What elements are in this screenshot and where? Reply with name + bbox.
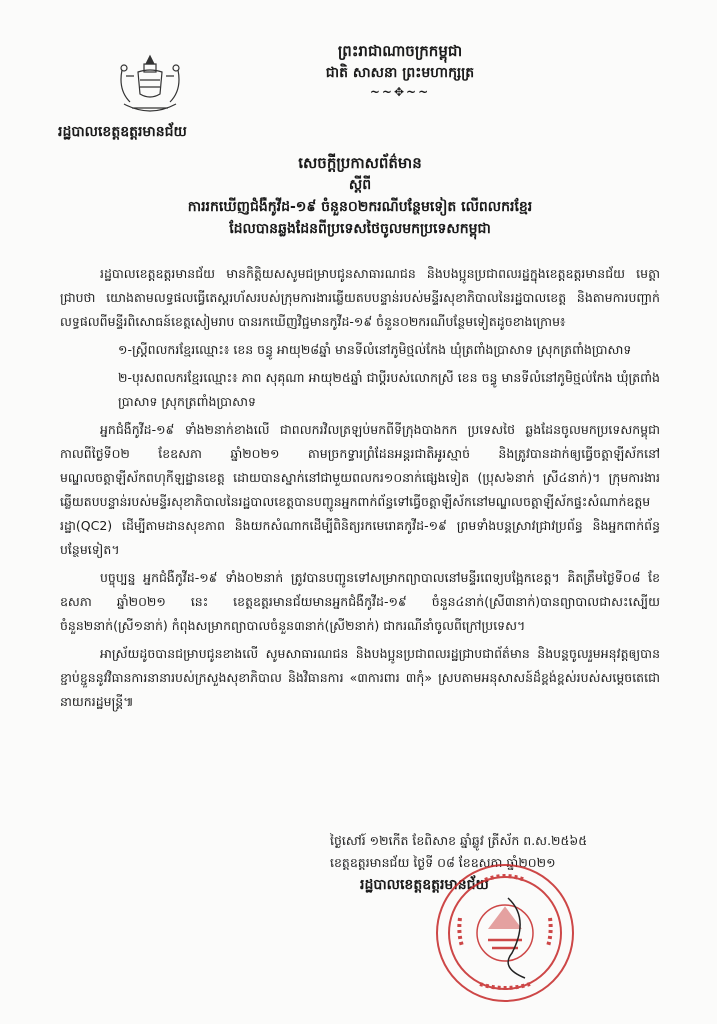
- paragraph-status: បច្ចុប្បន្ន អ្នកជំងឺកូវីដ-១៩ ទាំង០២នាក់ ត្រូវបានបញ្ជូនទៅសម្រាកព្យាបាលនៅមន្ទីរពេទ្យបង្អែកខេត្ត។ គិតត្រឹមថ្ងៃទី០៨ ខែឧសភា ឆ្នាំ២០២១ នេះ ខេត្តឧត្តរមានជ័យមានអ្នកជំងឺកូវីដ-១៩ ចំនួន៤នាក់(ស្រី៣នាក់)បានព្យាបាលជាសះស្បើយចំនួន២នាក់(ស្រី១នាក់) កំពុងសម្រាកព្យាបាលចំនួន៣នាក់(ស្រី២នាក់) ជាករណីនាំចូលពីក្រៅប្រទេស។: [60, 570, 660, 633]
- official-seal-icon: [430, 858, 580, 1008]
- place-date: ខេត្តឧត្តរមានជ័យ ថ្ងៃទី ០៨ ខែឧសភា ឆ្នាំ២០២១: [330, 855, 556, 870]
- paragraph-details: អ្នកជំងឺកូវីដ-១៩ ទាំង២នាក់ខាងលើ ជាពលករវិលត្រឡប់មកពីទីក្រុងបាងកក ប្រទេសថៃ ឆ្លងដែនចូលមកប្រទេសកម្ពុជាកាលពីថ្ងៃទី០២ ខែឧសភា ឆ្នាំ២០២១ តាមច្រកទ្វារព្រំដែនអន្តរជាតិអូរស្មាច់ និងត្រូវបានដាក់ឲ្យធ្វើចត្តាឡីស័កនៅមណ្ឌលចត្តាឡីស័កពហុកីឡដ្ឋានខេត្ត ដោយបានស្នាក់នៅជាមួយពលករ១០នាក់ផ្សេងទៀត (ប្រុស៦នាក់ ស្រី៤នាក់)។ ក្រុមការងារឆ្លើយតបបន្ទាន់របស់មន្ទីរសុខាភិបាលនៃរដ្ឋបាលខេត្តបានបញ្ជូនអ្នកពាក់ព័ន្ធទៅធ្វើចត្តាឡីស័កនៅមណ្ឌលចត្តាឡីស័កផ្ទះសំណាក់ឧត្តមរដ្ឋា(QC2) ដើម្បីតាមដានសុខភាព និងយកសំណាកដើម្បីពិនិត្យរកមេរោគកូវីដ-១៩ ព្រមទាំងបន្តស្រាវជ្រាវប្រព័ន្ធ និងអ្នកពាក់ព័ន្ធបន្ថែមទៀត។: [60, 422, 660, 557]
- issuing-agency: រដ្ឋបាលខេត្តឧត្តរមានជ័យ: [58, 124, 187, 140]
- case-item-1: ១-ស្ត្រីពលករខ្មែរឈ្មោះ៖ ខេន ចន្ធូ អាយុ២៨ឆ្នាំ មានទីលំនៅភូមិថ្មល់កែង ឃុំត្រពាំងប្រាសាទ ស្រុកត្រពាំងប្រាសាទ: [118, 342, 632, 357]
- royal-emblem-icon: [110, 50, 190, 122]
- ornament-divider: ~~✥~~: [369, 85, 431, 99]
- signing-agency: រដ្ឋបាលខេត្តឧត្តរមានជ័យ: [360, 877, 489, 893]
- title-line-2: ស្ដីពី: [348, 177, 372, 193]
- lunar-date: ថ្ងៃសៅរ៍ ១២កើត ខែពិសាខ ឆ្នាំឆ្លូវ ត្រីស័ក ព.ស.២៥៦៥: [330, 833, 588, 848]
- title-line-4: ដែលបានឆ្លងដែនពីប្រទេសថៃចូលមកប្រទេសកម្ពុជា: [229, 221, 491, 237]
- paragraph-closing: អាស្រ័យដូចបានជម្រាបជូនខាងលើ សូមសាធារណជន និងបងប្អូនប្រជាពលរដ្ឋជ្រាបជាព័ត៌មាន និងបន្តចូលរួមអនុវត្តឲ្យបានខ្ជាប់ខ្ជួននូវវិធានការនានារបស់ក្រសួងសុខាភិបាល និងវិធានការ «៣ការពារ ៣កុំ» ស្របតាមអនុសាសន៍ដ៏ខ្ពង់ខ្ពស់របស់សម្ដេចតេជោនាយករដ្ឋមន្ត្រី៕: [60, 646, 660, 709]
- national-motto: ជាតិ សាសនា ព្រះមហាក្សត្រ: [325, 65, 475, 81]
- title-line-3: ការរកឃើញជំងឺកូវីដ-១៩ ចំនួន០២ករណីបន្ថែមទៀត លើពលករខ្មែរ: [187, 199, 533, 215]
- paragraph-intro: រដ្ឋបាលខេត្តឧត្តរមានជ័យ មានកិត្តិយសសូមជម្រាបជូនសាធារណជន និងបងប្អូនប្រជាពលរដ្ឋក្នុងខេត្តឧត្តរមានជ័យ មេត្តាជ្រាបថា យោងតាមលទ្ធផលធ្វើតេស្តរហ័សរបស់ក្រុមការងារឆ្លើយតបបន្ទាន់របស់មន្ទីរសុខាភិបាលនៃរដ្ឋបាលខេត្ត និងតាមការបញ្ជាក់លទ្ធផលពីមន្ទីរពិសោធន៍ខេត្តសៀមរាប បានរកឃើញវិជ្ជមានកូវីដ-១៩ ចំនួន០២ករណីបន្ថែមទៀតដូចខាងក្រោម៖: [60, 266, 660, 329]
- letterhead: [240, 40, 560, 100]
- document-body: [60, 262, 660, 718]
- document-title: [60, 152, 660, 240]
- kingdom-name: ព្រះរាជាណាចក្រកម្ពុជា: [337, 42, 463, 60]
- case-item-2: ២-បុរសពលករខ្មែរឈ្មោះ៖ ភាព សុគុណា អាយុ២៥ឆ្នាំ ជាប្ដីរបស់លោកស្រី ខេន ចន្ធូ មានទីលំនៅភូមិថ្មល់កែង ឃុំត្រពាំងប្រាសាទ ស្រុកត្រពាំងប្រាសាទ: [118, 370, 660, 409]
- title-line-1: សេចក្ដីប្រកាសព័ត៌មាន: [298, 154, 422, 172]
